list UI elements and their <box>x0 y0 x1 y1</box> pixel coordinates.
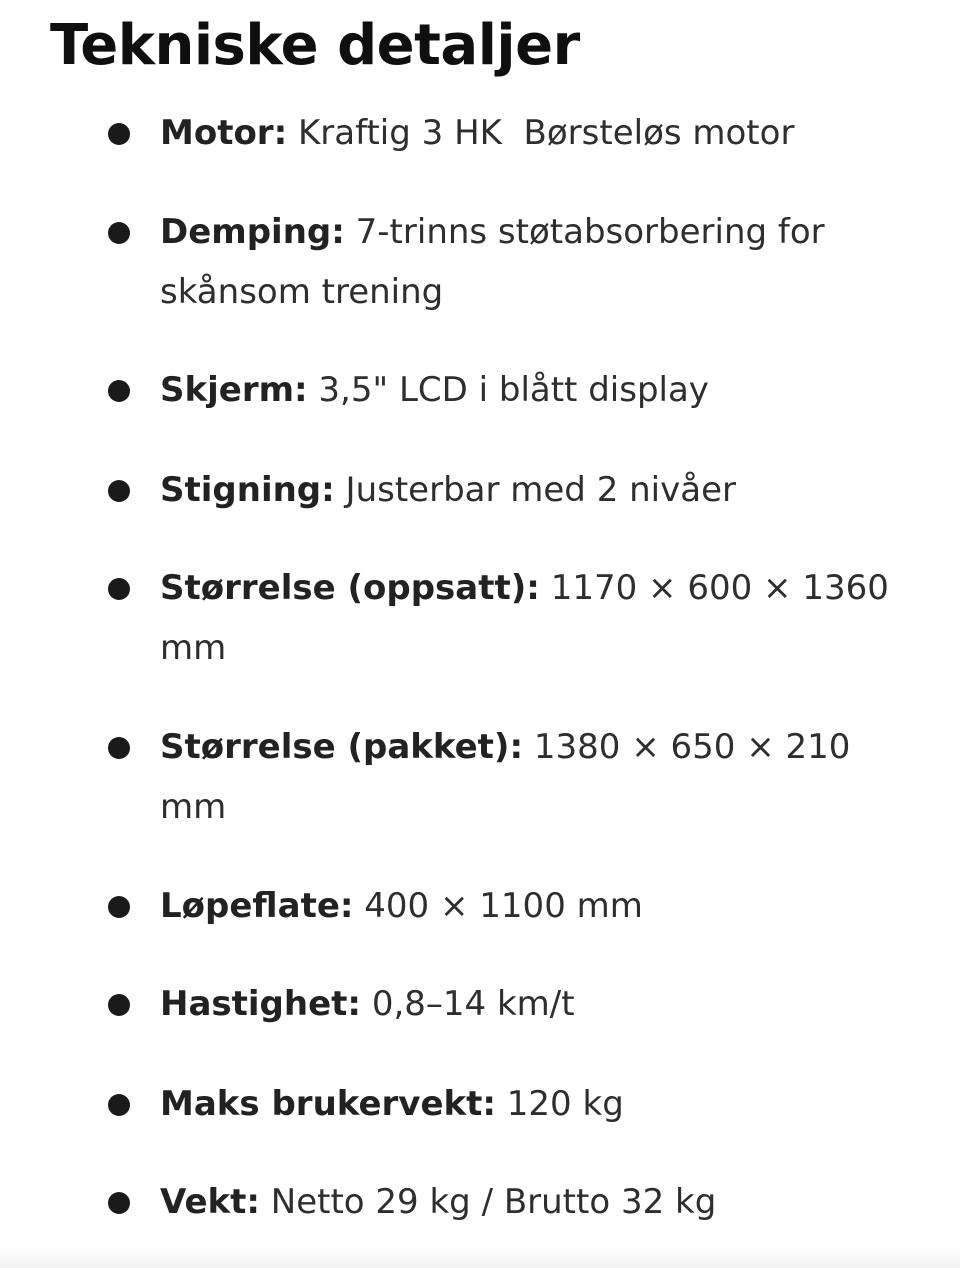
list-item-vekt <box>108 1172 888 1232</box>
spec-value: 7-trinns støtabsorbering for skånsom trening <box>160 212 825 312</box>
spec-text <box>160 558 890 678</box>
spec-label: Hastighet: <box>160 984 361 1024</box>
spec-label: Vekt: <box>160 1182 260 1222</box>
list-item-storrelse-pakket <box>108 717 888 837</box>
spec-text <box>160 103 890 163</box>
spec-label: Motor: <box>160 113 288 153</box>
bullet-icon <box>108 1094 130 1116</box>
bullet-icon <box>108 1192 130 1214</box>
spec-value: Netto 29 kg / Brutto 32 kg <box>270 1182 717 1222</box>
bullet-icon <box>108 994 130 1016</box>
spec-text <box>160 202 890 322</box>
spec-text <box>160 360 890 420</box>
list-item-lopeflate <box>108 876 888 936</box>
bullet-icon <box>108 578 130 600</box>
spec-label: Maks brukervekt: <box>160 1084 496 1124</box>
spec-text <box>160 974 890 1034</box>
list-item-storrelse-oppsatt <box>108 558 888 678</box>
spec-value: Kraftig 3 HK Børsteløs motor <box>297 113 795 153</box>
spec-label: Størrelse (oppsatt): <box>160 568 540 608</box>
spec-value: 3,5" LCD i blått display <box>318 370 709 410</box>
spec-text <box>160 876 890 936</box>
list-item-motor <box>108 103 888 163</box>
spec-value: 1380 × 650 × 210 mm <box>160 727 851 827</box>
spec-text <box>160 1172 890 1232</box>
spec-text <box>160 717 890 837</box>
spec-value: Justerbar med 2 nivåer <box>345 470 736 510</box>
list-item-stigning <box>108 460 888 520</box>
bullet-icon <box>108 896 130 918</box>
bullet-icon <box>108 123 130 145</box>
bullet-icon <box>108 480 130 502</box>
spec-value: 0,8–14 km/t <box>371 984 575 1024</box>
spec-value: 1170 × 600 × 1360 mm <box>160 568 889 668</box>
bullet-icon <box>108 222 130 244</box>
spec-label: Størrelse (pakket): <box>160 727 524 767</box>
spec-label: Løpeflate: <box>160 886 354 926</box>
list-item-demping <box>108 202 888 322</box>
spec-value: 120 kg <box>506 1084 624 1124</box>
bullet-icon <box>108 380 130 402</box>
spec-value: 400 × 1100 mm <box>364 886 643 926</box>
spec-label: Demping: <box>160 212 345 252</box>
spec-label: Stigning: <box>160 470 335 510</box>
spec-text <box>160 460 890 520</box>
bullet-icon <box>108 737 130 759</box>
page-title: Tekniske detaljer <box>50 13 580 78</box>
list-item-maks-brukervekt <box>108 1074 888 1134</box>
spec-text <box>160 1074 890 1134</box>
bottom-divider <box>0 1248 960 1268</box>
list-item-hastighet <box>108 974 888 1034</box>
list-item-skjerm <box>108 360 888 420</box>
spec-label: Skjerm: <box>160 370 308 410</box>
